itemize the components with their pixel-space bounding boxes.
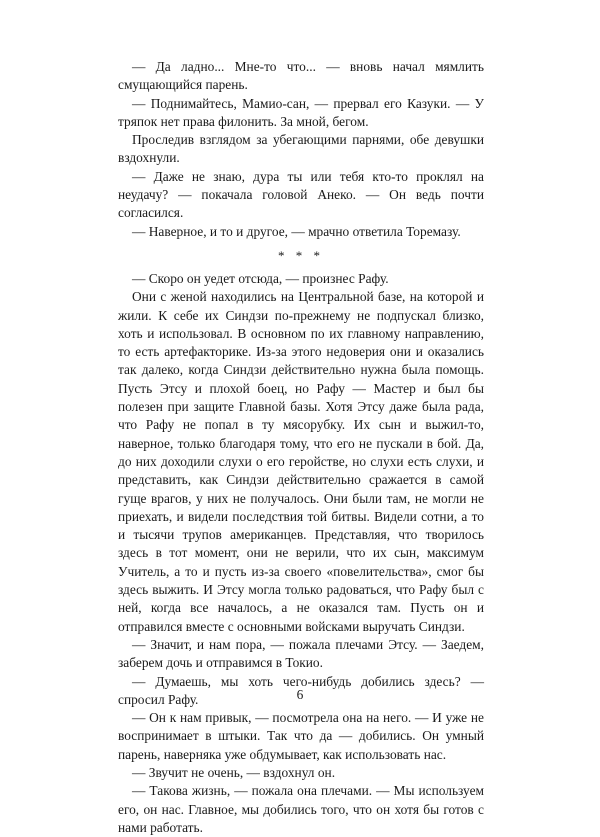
paragraph: — Он к нам привык, — посмотрела она на него. — И уже не воспринимает в штыки. Так что да — добились. Он умный парень, наверняка уже обдумывает, как использовать нас. <box>118 710 484 762</box>
paragraph: Проследив взглядом за убегающими парнями, обе девушки вздохнули. <box>118 132 484 166</box>
body-text <box>118 58 484 837</box>
paragraph: — Поднимайтесь, Мамио-сан, — прервал его Казуки. — У тряпок нет права филонить. За мной, бегом. <box>118 95 484 129</box>
page-number: 6 <box>296 687 304 702</box>
paragraph: Они с женой находились на Центральной базе, на которой и жили. К себе их Синдзи по-прежнему не подпускал близко, хоть и использовал. В основном по их главному направлению, то есть артефакторике. Из-за этого недоверия они и оказались так далеко, когда Синдзи действительно нужна была помощь. Пусть Этсу и плохой боец, но Рафу — Мастер и был бы полезен при защите Главной базы. Хотя Этсу даже была рада, что Рафу не попал в ту мясорубку. Их сын и выжил-то, наверное, только благодаря тому, что его не пускали в бой. Да, до них доходили слухи о его геройстве, но слухи есть слухи, и представить, как Синдзи действительно сражается в самой гуще врагов, у них не получалось. Они были там, не могли не приехать, и видели последствия той битвы. Видели сотни, а то и тысячи трупов американцев. Представляя, что творилось здесь в тот момент, они не верили, что их сын, максимум Учитель, а то и пусть из-за своего «повелительства», смог бы здесь выжить. И Этсу могла только радоваться, что Рафу был с ней, когда все началось, а не оказался там. Пусть он и отправился вместе с основными войсками выручать Синдзи. <box>118 289 484 634</box>
paragraph: — Звучит не очень, — вздохнул он. <box>132 764 336 780</box>
paragraph: — Даже не знаю, дура ты или тебя кто-то проклял на неудачу? — покачала головой Анеко. — Он ведь почти согласился. <box>118 168 484 221</box>
section-separator: * * * <box>278 247 324 263</box>
paragraph: — Наверное, и то и другое, — мрачно ответила Торемазу. <box>132 223 461 239</box>
paragraph: — Такова жизнь, — пожала она плечами. — Мы используем его, он нас. Главное, мы добились того, что он хотя бы готов с нами работать. <box>118 783 484 835</box>
paragraph: — Думаешь, мы хоть чего-нибудь добились здесь? — спросил Рафу. <box>118 673 484 707</box>
paragraph: — Да ладно... Мне-то что... — вновь начал мямлить смущающийся парень. <box>118 59 484 93</box>
paragraph: — Значит, и нам пора, — пожала плечами Этсу. — Заедем, заберем дочь и отправимся в Токио. <box>118 636 484 671</box>
paragraph: — Скоро он уедет отсюда, — произнес Рафу. <box>132 270 389 286</box>
